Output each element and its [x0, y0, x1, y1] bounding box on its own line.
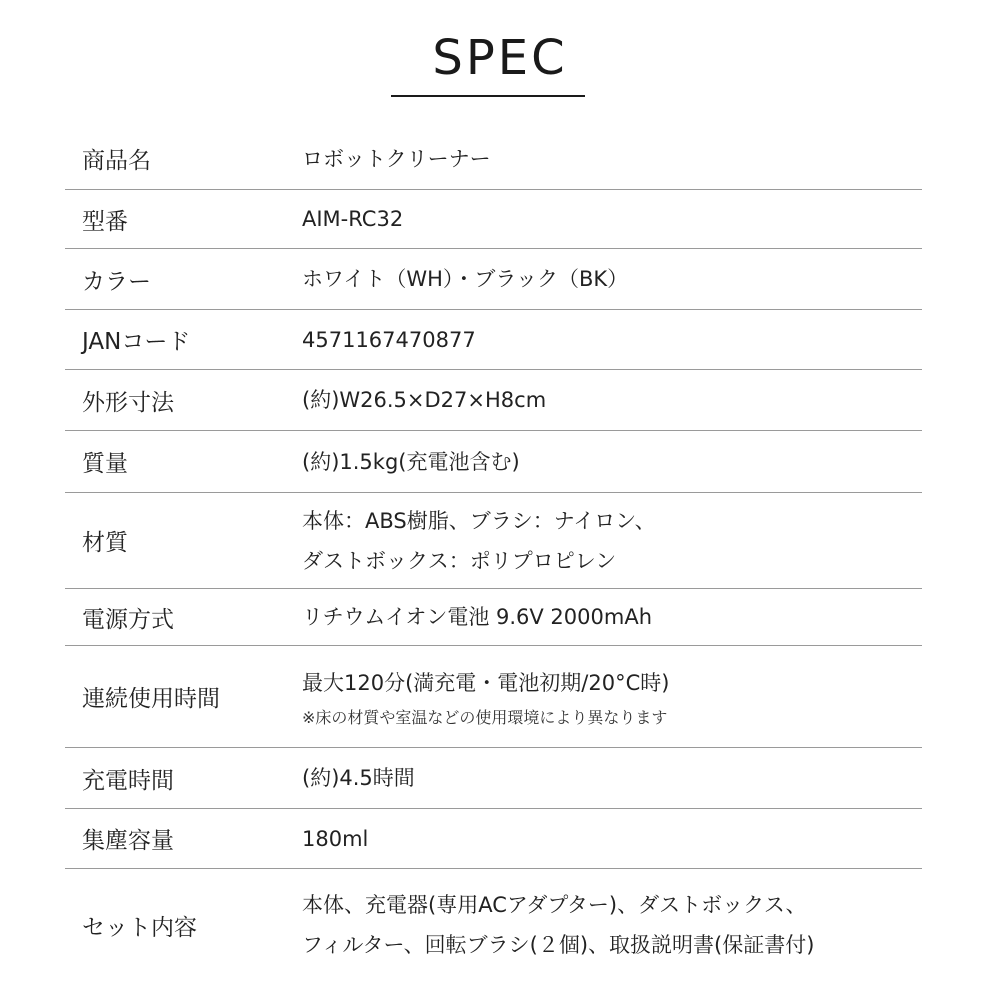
spec-label: 商品名	[82, 148, 151, 174]
spec-row-weight	[65, 431, 922, 493]
spec-value	[302, 199, 922, 239]
spec-value-line: AIM-RC32	[302, 207, 404, 231]
spec-value-line: (約)4.5時間	[302, 766, 415, 790]
spec-value-line: ロボットクリーナー	[302, 146, 491, 171]
spec-value	[302, 819, 922, 859]
spec-value-line: (約)1.5kg(充電池含む)	[302, 449, 520, 474]
spec-row-jan-code	[65, 310, 922, 370]
spec-value-line: リチウムイオン電池 9.6V 2000mAh	[302, 605, 653, 629]
spec-label: 外形寸法	[82, 389, 174, 416]
spec-row-model-number	[65, 190, 922, 249]
spec-value-line: 4571167470877	[302, 327, 476, 352]
spec-label: JANコード	[82, 329, 191, 355]
spec-table	[65, 128, 922, 981]
spec-label: 電源方式	[82, 606, 174, 633]
page-title: SPEC	[432, 30, 568, 86]
spec-value-line: ホワイト（WH）・ブラック（BK）	[302, 267, 629, 291]
spec-value	[302, 885, 922, 965]
spec-value	[302, 139, 922, 179]
spec-value-line: (約)W26.5×D27×H8cm	[302, 388, 547, 412]
spec-label: 集塵容量	[82, 828, 174, 854]
spec-label: カラー	[82, 268, 151, 295]
spec-row-material	[65, 493, 922, 589]
spec-value	[302, 259, 922, 299]
spec-value	[302, 501, 922, 581]
spec-row-dust-capacity	[65, 809, 922, 869]
spec-value	[302, 758, 922, 798]
spec-value-line: ダストボックス：ポリプロピレン	[302, 548, 617, 573]
spec-row-power-source	[65, 589, 922, 646]
spec-row-runtime	[65, 646, 922, 748]
spec-row-charge-time	[65, 748, 922, 809]
spec-label: 型番	[82, 208, 128, 235]
spec-row-product-name	[65, 128, 922, 190]
spec-value	[302, 320, 922, 360]
spec-value-line: 本体：ABS樹脂、ブラシ：ナイロン、	[302, 508, 656, 533]
spec-row-set-contents	[65, 869, 922, 981]
spec-row-color	[65, 249, 922, 310]
spec-label: 充電時間	[82, 767, 174, 794]
spec-label: 材質	[82, 530, 128, 556]
spec-label: 質量	[82, 451, 128, 477]
spec-value-line: 最大120分(満充電・電池初期/20°C時)	[302, 670, 670, 695]
spec-value	[302, 442, 922, 482]
spec-label: 連続使用時間	[82, 686, 220, 712]
spec-label: セット内容	[82, 914, 197, 941]
spec-value	[302, 380, 922, 420]
title-underline	[391, 95, 585, 97]
spec-value-line: 本体、充電器(専用ACアダプター)、ダストボックス、	[302, 893, 807, 917]
spec-value-note: ※床の材質や室温などの使用環境により異なります	[302, 707, 668, 727]
spec-value-line: 180ml	[302, 826, 369, 851]
spec-value-line: フィルター、回転ブラシ(２個)、取扱説明書(保証書付)	[302, 933, 815, 957]
spec-value	[302, 663, 922, 731]
spec-value	[302, 597, 922, 637]
spec-row-dimensions	[65, 370, 922, 431]
